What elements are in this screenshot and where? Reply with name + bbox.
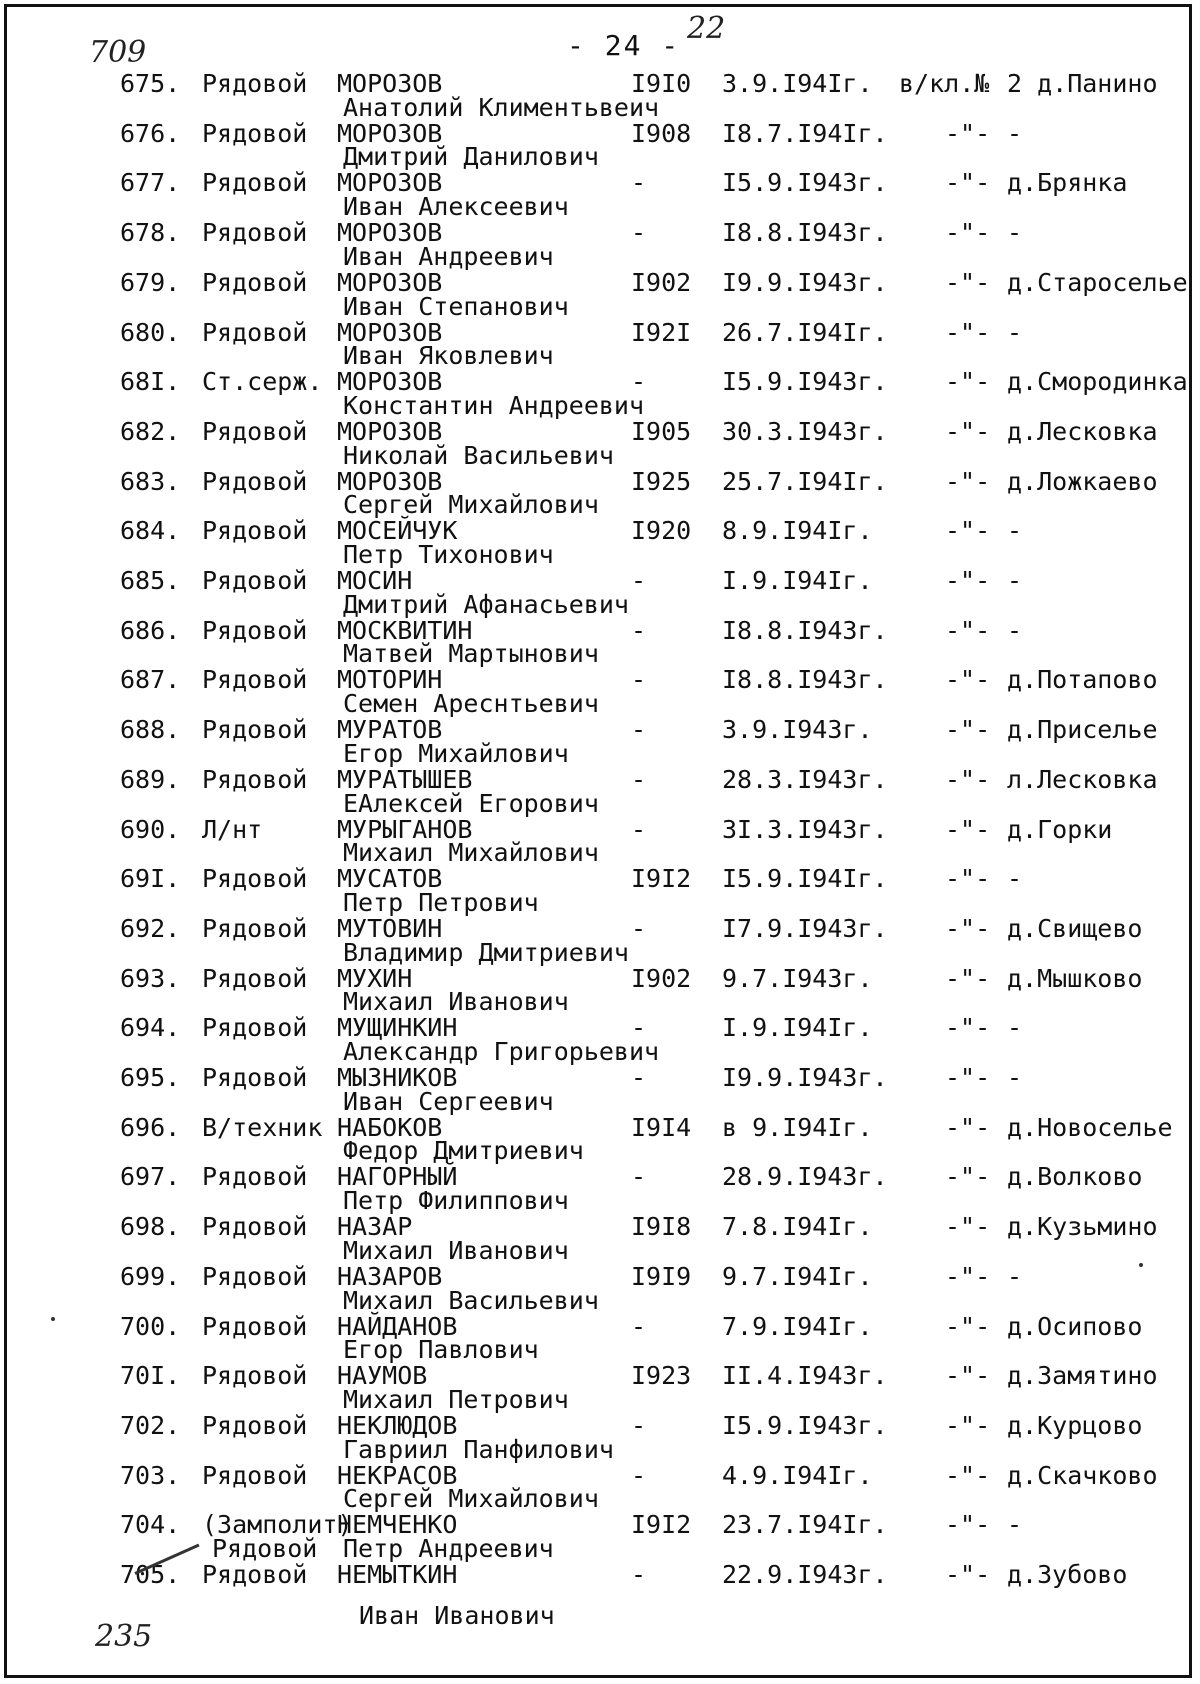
record-row [7,1037,1195,1113]
handwritten-page-number-top: 22 [687,11,726,46]
record-burial-site: 2 д.Панино [1007,69,1158,98]
record-row [7,1434,1195,1514]
record-birth-year: I9I0 [631,69,692,98]
record-birth-year: I92I [631,317,692,347]
record-surname: НАУМОВ [337,1361,428,1391]
record-surname: НЕКРАСОВ [337,1460,458,1490]
record-surname: МОТОРИН [337,665,443,695]
record-burial-site: - [1007,864,1023,894]
record-birth-year: - [631,1063,647,1092]
record-surname: МОРОЗОВ [337,218,443,248]
record-surname: МУСАТОВ [337,864,443,894]
record-rank: Рядовой [202,715,308,745]
record-death-date: 26.7.I94Iг. [722,317,888,347]
record-given-name: Иван Степанович [343,291,569,321]
record-burial-location: -"- [945,218,991,248]
record-burial-site: д.Лесковка [1007,416,1158,446]
record-birth-year: I902 [631,267,692,297]
record-birth-year: - [631,1311,647,1341]
record-row [7,738,1195,815]
record-death-date: I7.9.I943г. [722,913,888,943]
record-birth-year: I923 [631,1361,692,1391]
record-rank: Рядовой [202,1560,308,1589]
record-number: 698. [120,1212,181,1242]
record-burial-location: -"- [945,1112,991,1142]
record-birth-year: - [631,764,647,794]
record-rank: Рядовой [202,1311,308,1341]
record-number: 694. [120,1013,181,1043]
record-row [7,142,1195,218]
record-birth-year: I9I9 [631,1261,692,1291]
record-row [7,788,1195,868]
record-birth-year: - [631,1162,647,1192]
record-given-name: Дмитрий Афанасьевич [343,589,629,619]
record-rank: (Замполит) [202,1510,353,1540]
record-surname: НАЗАРОВ [337,1261,443,1291]
record-rank: Рядовой [202,317,308,347]
record-death-date: 4.9.I94Iг. [722,1460,873,1490]
record-given-name: Владимир Дмитриевич [343,937,629,967]
record-number: 688. [120,715,181,745]
record-number: 695. [120,1063,181,1092]
record-birth-year: - [631,665,647,695]
record-rank: Л/нт [202,814,263,844]
record-rank: Рядовой [202,1410,308,1440]
record-row [7,1534,1195,1610]
record-birth-year: I9I4 [631,1112,692,1142]
record-surname: НАЙДАНОВ [337,1311,458,1341]
record-death-date: 22.9.I943г. [722,1560,888,1589]
record-row [7,1086,1195,1166]
record-surname: МОСКВИТИН [337,615,473,645]
record-surname: МОСИН [337,566,413,595]
record-burial-site: д.Потапово [1007,665,1158,695]
record-burial-location: -"- [945,416,991,446]
record-surname: НАГОРНЫЙ [337,1162,458,1192]
record-birth-year: - [631,715,647,745]
record-row [7,1186,1195,1262]
record-surname: МОРОЗОВ [337,267,443,297]
record-rank: Рядовой [202,913,308,943]
record-death-date: 30.3.I943г. [722,416,888,446]
record-death-date: I5.9.I943г. [722,1410,888,1440]
record-surname: МУТОВИН [337,913,443,943]
record-given-name: Петр Андреевич [343,1534,554,1563]
record-rank: Рядовой [202,1361,308,1391]
record-rank: Рядовой [202,1212,308,1242]
record-rank: Рядовой [202,516,308,546]
record-number: 677. [120,168,181,198]
record-death-date: 7.8.I94Iг. [722,1212,873,1242]
record-rank: Рядовой [202,1261,308,1291]
record-birth-year: - [631,615,647,645]
record-given-name: Константин Андреевич [343,390,645,420]
record-rank: Ст.серж. [202,367,323,397]
record-burial-site: д.Приселье [1007,715,1158,745]
record-birth-year: I9I2 [631,864,692,894]
record-surname: МУХИН [337,963,413,993]
record-burial-location: -"- [945,1361,991,1391]
record-burial-location: в/кл.№ [899,69,990,98]
record-rank: Рядовой [202,69,308,98]
handwritten-page-number-bottom: 235 [95,1619,153,1654]
record-burial-site: д.Брянка [1007,168,1128,198]
record-surname: НАЗАР [337,1212,413,1242]
record-burial-location: -"- [945,1212,991,1242]
record-rank: Рядовой [202,218,308,248]
record-burial-location: -"- [945,1162,991,1192]
record-surname: МУЩИНКИН [337,1013,458,1043]
record-given-name: Михаил Петрович [343,1384,569,1414]
record-burial-site: - [1007,1261,1023,1291]
record-surname: МУРАТЫШЕВ [337,764,473,794]
record-row [7,838,1195,914]
record-burial-site: - [1007,118,1023,148]
record-burial-location: -"- [945,1410,991,1440]
record-surname: МУРЫГАНОВ [337,814,473,844]
record-burial-site: д.Замятино [1007,1361,1158,1391]
record-number: 686. [120,615,181,645]
record-burial-site: д.Курцово [1007,1410,1143,1440]
record-given-name: Петр Филиппович [343,1186,569,1216]
record-surname: МОРОЗОВ [337,69,443,98]
record-rank: Рядовой [202,118,308,148]
record-birth-year: I920 [631,516,692,546]
record-given-name: Иван Яковлевич [343,341,554,371]
record-number: 700. [120,1311,181,1341]
record-surname: МОРОЗОВ [337,168,443,198]
record-number: 696. [120,1112,181,1142]
record-given-name: Семен Ареснтьевич [343,689,599,719]
record-burial-site: - [1007,317,1023,347]
ink-speck [1139,1263,1143,1267]
record-burial-location: -"- [945,367,991,397]
record-burial-site: д.Зубово [1007,1560,1128,1589]
record-birth-year: - [631,1560,647,1589]
record-number: 690. [120,814,181,844]
record-surname: МОРОЗОВ [337,317,443,347]
record-birth-year: - [631,1013,647,1043]
record-given-name: ЕАлексей Егорович [343,788,599,818]
record-given-name: Александр Григорьевич [343,1037,660,1066]
record-death-date: I5.9.I943г. [722,168,888,198]
record-given-name: Иван Андреевич [343,241,554,271]
record-death-date: 28.3.I943г. [722,764,888,794]
record-burial-location: -"- [945,1063,991,1092]
record-burial-location: -"- [945,913,991,943]
record-given-name: Егор Павлович [343,1335,539,1365]
document-page [4,4,1192,1678]
record-death-date: I8.8.I943г. [722,665,888,695]
record-burial-location: -"- [945,168,991,198]
record-number: 680. [120,317,181,347]
record-birth-year: I902 [631,963,692,993]
record-number: 689. [120,764,181,794]
record-burial-site: д.Свищево [1007,913,1143,943]
record-death-date: I.9.I94Iг. [722,1013,873,1043]
record-number: 682. [120,416,181,446]
record-death-date: I.9.I94Iг. [722,566,873,595]
record-burial-site: - [1007,1013,1023,1043]
record-number: 70I. [120,1361,181,1391]
record-burial-site: - [1007,1510,1023,1540]
record-burial-site: д.Кузьмино [1007,1212,1158,1242]
record-burial-location: -"- [945,764,991,794]
record-number: 69I. [120,864,181,894]
record-row [7,589,1195,669]
record-burial-site: - [1007,218,1023,248]
record-surname: МОРОЗОВ [337,466,443,496]
record-burial-location: -"- [945,715,991,745]
record-rank: Рядовой [202,566,308,595]
record-number: 704. [120,1510,181,1540]
record-rank: Рядовой [202,615,308,645]
record-birth-year: - [631,913,647,943]
record-burial-site: д.Осипово [1007,1311,1143,1341]
record-burial-site: д.Горки [1007,814,1113,844]
record-number: 699. [120,1261,181,1291]
record-row [7,689,1195,765]
record-number: 693. [120,963,181,993]
record-given-name: Дмитрий Данилович [343,142,599,172]
record-given-name: Михаил Васильевич [343,1285,599,1315]
record-extra-rank: Рядовой [212,1534,318,1563]
record-row [7,291,1195,371]
record-burial-site: д.Ложкаево [1007,466,1158,496]
record-death-date: I9.9.I943г. [722,1063,888,1092]
record-burial-location: -"- [945,267,991,297]
record-burial-location: -"- [945,516,991,546]
record-death-date: 9.7.I94Iг. [722,1261,873,1291]
record-burial-site: - [1007,615,1023,645]
record-burial-location: -"- [945,1460,991,1490]
record-death-date: 25.7.I94Iг. [722,466,888,496]
record-burial-location: -"- [945,1311,991,1341]
record-rank: Рядовой [202,1162,308,1192]
record-burial-site: д.Староселье [1007,267,1188,297]
record-rank: В/техник [202,1112,323,1142]
record-rank: Рядовой [202,416,308,446]
record-given-name: Федор Дмитриевич [343,1136,584,1166]
typed-page-number: - 24 - [567,29,681,62]
record-burial-site: - [1007,566,1023,595]
record-given-name: Сергей Михайлович [343,1484,599,1514]
record-rank: Рядовой [202,1063,308,1092]
record-death-date: 3.9.I943г. [722,715,873,745]
record-given-name: Матвей Мартынович [343,639,599,669]
record-given-name: Иван Сергеевич [343,1086,554,1116]
record-birth-year: I9I8 [631,1212,692,1242]
record-surname: НЕМЧЕНКО [337,1510,458,1540]
ink-speck [51,1317,55,1321]
record-row [7,1335,1195,1411]
record-birth-year: - [631,566,647,595]
record-number: 703. [120,1460,181,1490]
record-surname: МЫЗНИКОВ [337,1063,458,1092]
trailing-given-name: Иван Иванович [359,1601,555,1630]
record-given-name: Егор Михайлович [343,738,569,768]
record-burial-location: -"- [945,118,991,148]
record-rank: Рядовой [202,267,308,297]
record-rank: Рядовой [202,168,308,198]
record-number: 68I. [120,367,181,397]
record-burial-site: д.Мышково [1007,963,1143,993]
record-burial-location: -"- [945,814,991,844]
record-death-date: II.4.I943г. [722,1361,888,1391]
record-row [7,1285,1195,1365]
record-surname: НАБОКОВ [337,1112,443,1142]
record-given-name: Петр Тихонович [343,540,554,569]
record-row [7,192,1195,268]
record-death-date: 3.9.I94Iг. [722,69,873,98]
record-surname: МОРОЗОВ [337,416,443,446]
record-death-date: 7.9.I94Iг. [722,1311,873,1341]
record-burial-location: -"- [945,615,991,645]
record-rank: Рядовой [202,1013,308,1043]
record-row [7,937,1195,1017]
record-given-name: Петр Петрович [343,887,539,917]
record-birth-year: - [631,814,647,844]
record-rank: Рядовой [202,1460,308,1490]
record-rank: Рядовой [202,764,308,794]
record-birth-year: I905 [631,416,692,446]
record-number: 687. [120,665,181,695]
record-burial-location: -"- [945,466,991,496]
record-surname: МОРОЗОВ [337,367,443,397]
record-number: 697. [120,1162,181,1192]
record-death-date: I5.9.I94Iг. [722,864,888,894]
record-number: 692. [120,913,181,943]
record-surname: НЕКЛЮДОВ [337,1410,458,1440]
record-burial-location: -"- [945,566,991,595]
record-surname: МУРАТОВ [337,715,443,745]
record-row [7,490,1195,566]
record-death-date: I9.9.I943г. [722,267,888,297]
record-number: 684. [120,516,181,546]
record-death-date: I8.7.I94Iг. [722,118,888,148]
handwritten-page-number-left: 709 [89,35,147,70]
record-given-name: Анатолий Климентьвеич [343,92,660,122]
record-death-date: 9.7.I943г. [722,963,873,993]
record-birth-year: - [631,1460,647,1490]
record-number: 676. [120,118,181,148]
record-surname: МОРОЗОВ [337,118,443,148]
record-death-date: 23.7.I94Iг. [722,1510,888,1540]
record-burial-location: -"- [945,1013,991,1043]
record-death-date: I8.8.I943г. [722,615,888,645]
record-death-date: I8.8.I943г. [722,218,888,248]
record-rank: Рядовой [202,466,308,496]
record-rank: Рядовой [202,665,308,695]
record-birth-year: - [631,1410,647,1440]
record-death-date: 8.9.I94Iг. [722,516,873,546]
record-birth-year: - [631,218,647,248]
record-given-name: Михаил Михайлович [343,838,599,868]
record-birth-year: I925 [631,466,692,496]
record-rank: Рядовой [202,864,308,894]
record-number: 675. [120,69,181,98]
record-row [7,1136,1195,1212]
record-number: 702. [120,1410,181,1440]
record-number: 678. [120,218,181,248]
record-burial-site: л.Лесковка [1007,764,1158,794]
record-given-name: Гавриил Панфилович [343,1434,614,1464]
record-burial-site: д.Новоселье [1007,1112,1173,1142]
record-surname: НЕМЫТКИН [337,1560,458,1589]
record-birth-year: - [631,367,647,397]
record-burial-location: -"- [945,1261,991,1291]
record-birth-year: I9I2 [631,1510,692,1540]
record-given-name: Михаил Иванович [343,987,569,1017]
record-row [7,1235,1195,1312]
record-burial-location: -"- [945,963,991,993]
record-number: 685. [120,566,181,595]
record-row [7,440,1195,520]
record-row [7,639,1195,715]
record-burial-location: -"- [945,317,991,347]
record-burial-location: -"- [945,1510,991,1540]
record-birth-year: - [631,168,647,198]
record-number: 683. [120,466,181,496]
record-number: 705. [120,1560,181,1589]
record-burial-site: - [1007,1063,1023,1092]
record-surname: МОСЕЙЧУК [337,516,458,546]
record-given-name: Иван Алексеевич [343,192,569,222]
record-number: 679. [120,267,181,297]
record-burial-location: -"- [945,864,991,894]
record-row [7,241,1195,318]
record-burial-site: - [1007,516,1023,546]
record-given-name: Николай Васильевич [343,440,614,470]
record-row [7,92,1195,172]
record-death-date: в 9.I94Iг. [722,1112,873,1142]
record-burial-site: д.Скачково [1007,1460,1158,1490]
record-burial-site: д.Волково [1007,1162,1143,1192]
record-rank: Рядовой [202,963,308,993]
record-death-date: 3I.3.I943г. [722,814,888,844]
record-burial-site: д.Смородинка [1007,367,1188,397]
record-death-date: 28.9.I943г. [722,1162,888,1192]
record-death-date: I5.9.I943г. [722,367,888,397]
record-given-name: Михаил Иванович [343,1235,569,1265]
record-birth-year: I908 [631,118,692,148]
record-given-name: Сергей Михайлович [343,490,599,520]
record-burial-location: -"- [945,665,991,695]
record-burial-location: -"- [945,1560,991,1589]
